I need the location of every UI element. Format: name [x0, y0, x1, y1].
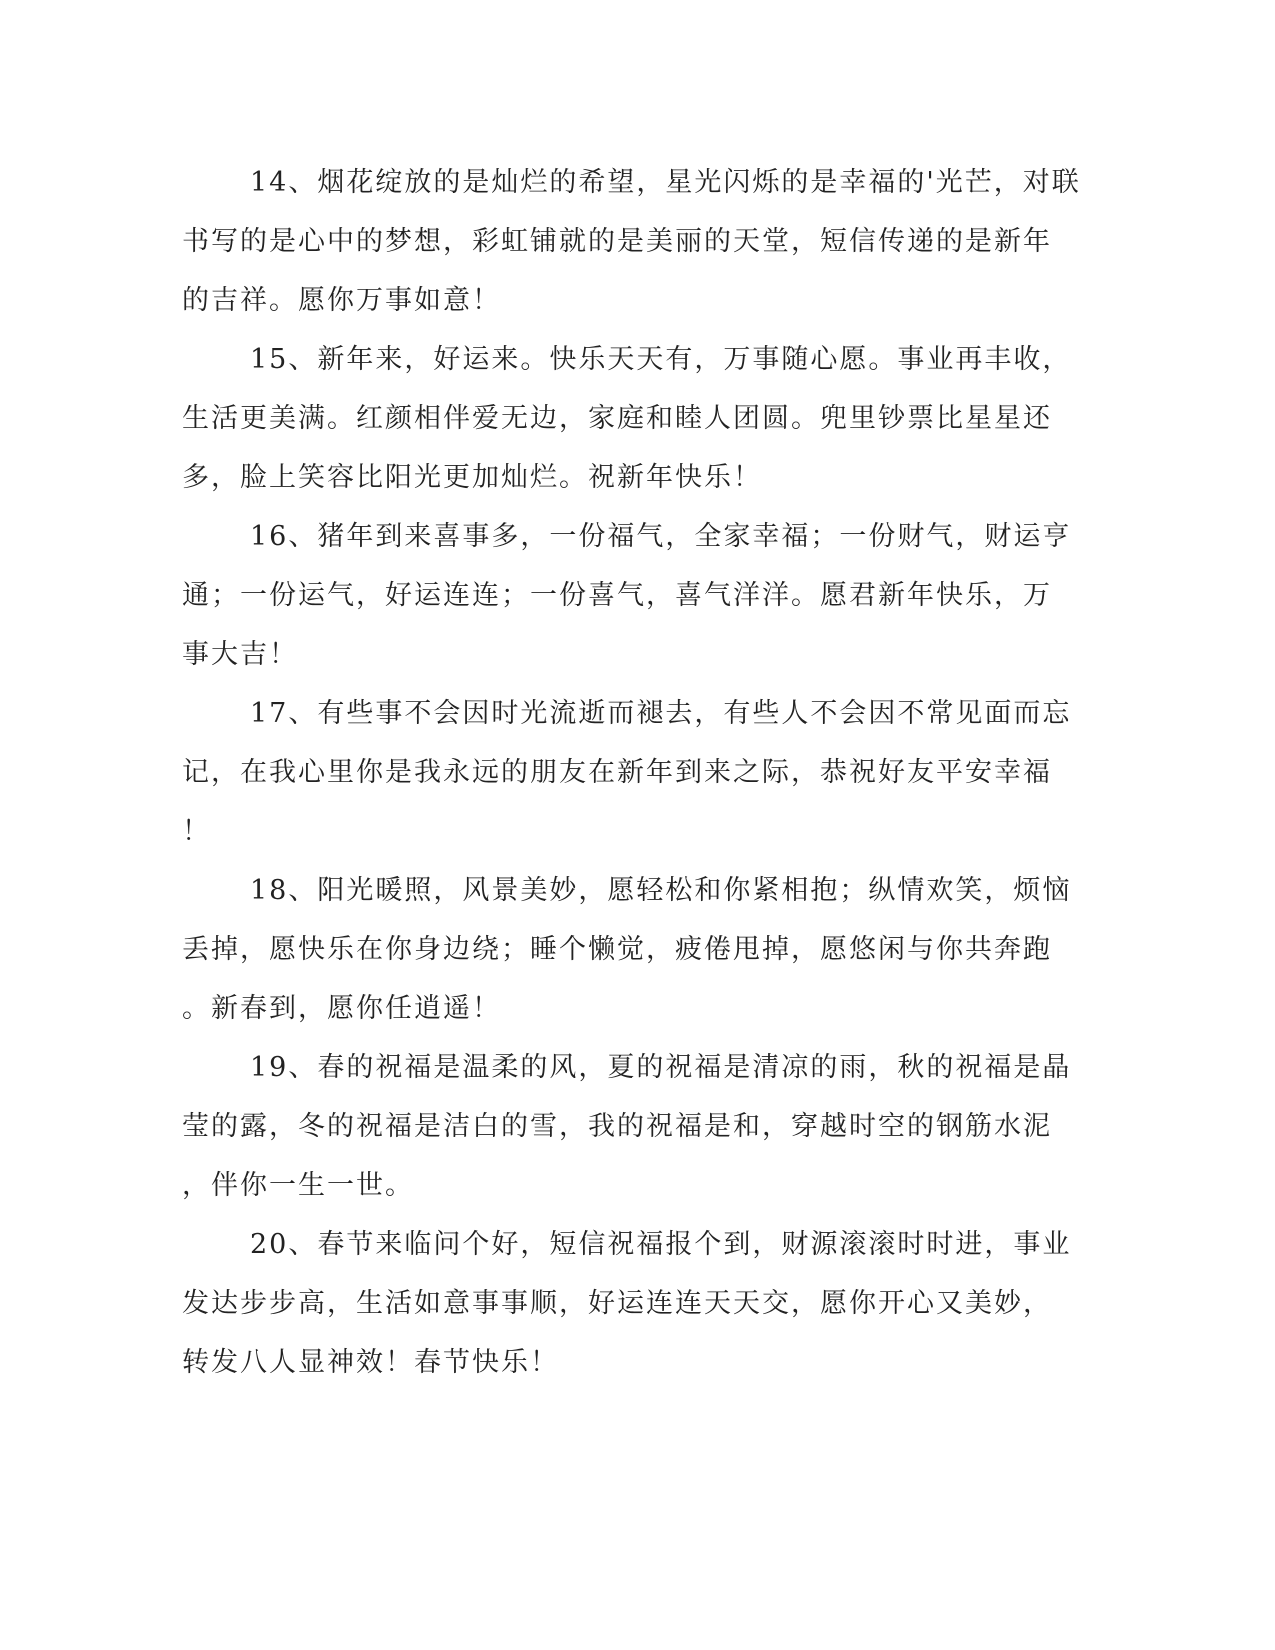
paragraph-line: 事大吉！ [182, 639, 298, 670]
paragraph-line: 书写的是心中的梦想，彩虹铺就的是美丽的天堂，短信传递的是新年 [182, 226, 1052, 257]
paragraph-line: 转发八人显神效！春节快乐！ [182, 1347, 559, 1378]
paragraph-line: 19、春的祝福是温柔的风，夏的祝福是清凉的雨，秋的祝福是晶 [250, 1052, 1072, 1083]
paragraph-line: 18、阳光暖照，风景美妙，愿轻松和你紧相抱；纵情欢笑，烦恼 [250, 875, 1072, 906]
document-body [182, 153, 1081, 1392]
paragraph-line: 莹的露，冬的祝福是洁白的雪，我的祝福是和，穿越时空的钢筋水泥 [182, 1111, 1052, 1142]
paragraph-17 [182, 684, 1072, 861]
paragraph-line: 发达步步高，生活如意事事顺，好运连连天天交，愿你开心又美妙， [182, 1288, 1052, 1319]
paragraph-line: 生活更美满。红颜相伴爱无边，家庭和睦人团圆。兜里钞票比星星还 [182, 403, 1052, 434]
paragraph-18 [182, 861, 1072, 1038]
paragraph-19 [182, 1038, 1072, 1215]
paragraph-line: 20、春节来临问个好，短信祝福报个到，财源滚滚时时进，事业 [250, 1229, 1072, 1260]
paragraph-line: 14、烟花绽放的是灿烂的希望，星光闪烁的是幸福的'光芒，对联 [250, 167, 1081, 198]
paragraph-line: 丢掉，愿快乐在你身边绕；睡个懒觉，疲倦甩掉，愿悠闲与你共奔跑 [182, 934, 1052, 965]
paragraph-line: 多，脸上笑容比阳光更加灿烂。祝新年快乐！ [182, 462, 762, 493]
paragraph-line: 15、新年来，好运来。快乐天天有，万事随心愿。事业再丰收， [250, 344, 1072, 375]
paragraph-14 [182, 153, 1081, 330]
paragraph-line: ，伴你一生一世。 [182, 1170, 414, 1201]
paragraph-line: ！ [182, 816, 211, 847]
paragraph-15 [182, 330, 1072, 507]
paragraph-line: 通；一份运气，好运连连；一份喜气，喜气洋洋。愿君新年快乐，万 [182, 580, 1052, 611]
paragraph-20 [182, 1215, 1072, 1392]
paragraph-line: 。新春到，愿你任逍遥！ [182, 993, 501, 1024]
paragraph-line: 记，在我心里你是我永远的朋友在新年到来之际，恭祝好友平安幸福 [182, 757, 1052, 788]
paragraph-line: 16、猪年到来喜事多，一份福气，全家幸福；一份财气，财运亨 [250, 521, 1072, 552]
paragraph-line: 17、有些事不会因时光流逝而褪去，有些人不会因不常见面而忘 [250, 698, 1072, 729]
paragraph-16 [182, 507, 1072, 684]
paragraph-line: 的吉祥。愿你万事如意！ [182, 285, 501, 316]
